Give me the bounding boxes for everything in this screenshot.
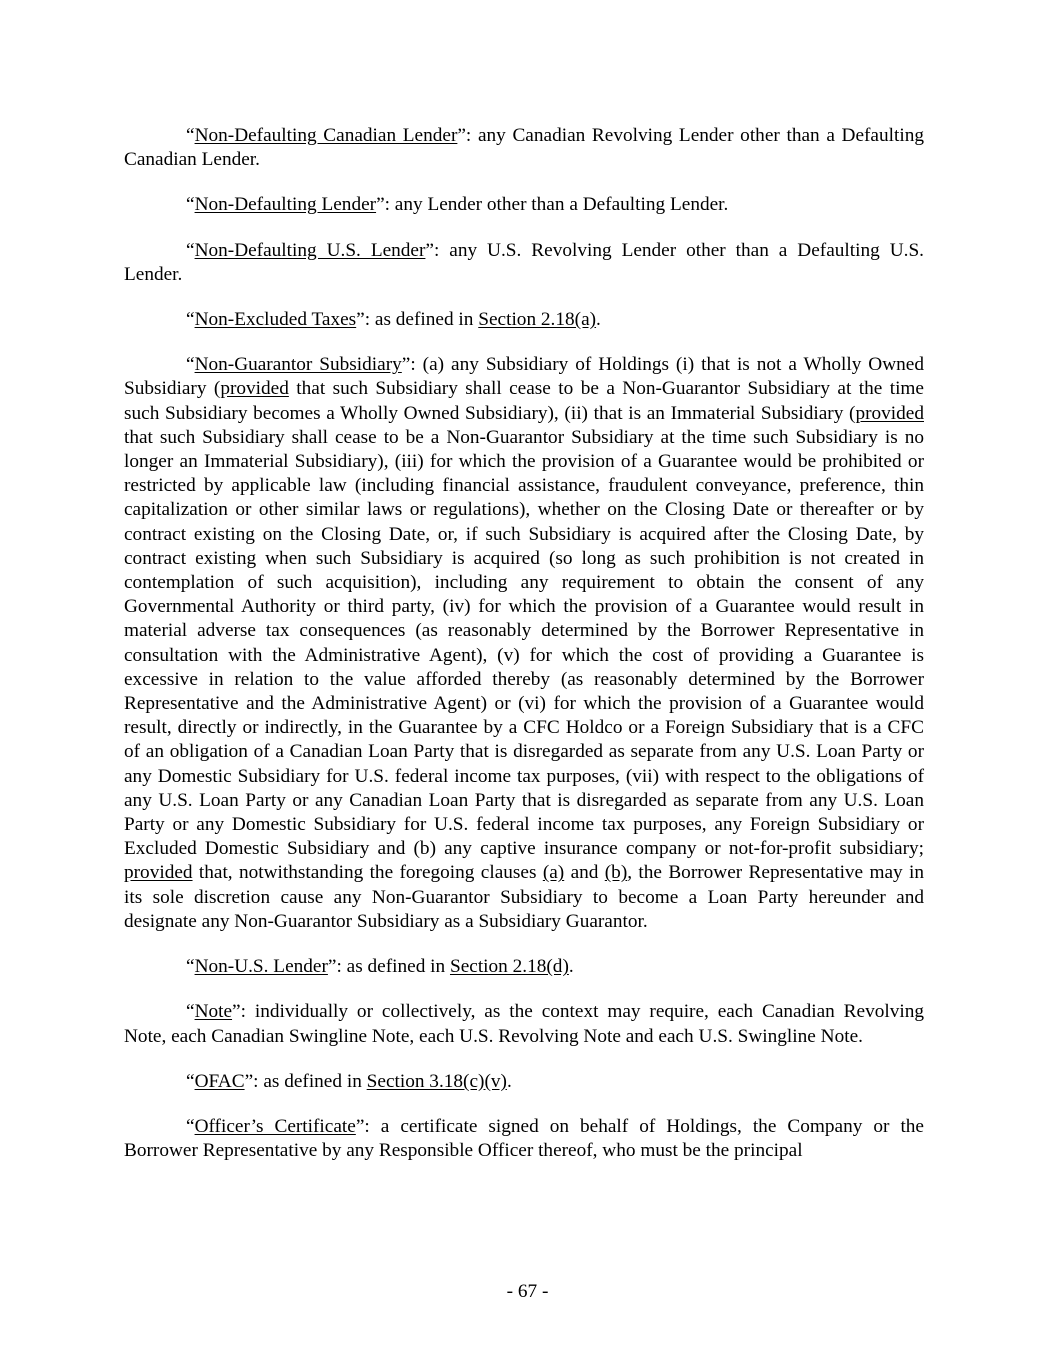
open-quote: “ — [186, 354, 195, 376]
definition-text: ”: a certificate signed on behalf of Holdings, the Company or the Borrower Representative by any Responsible Officer thereof, who must be the principal — [124, 1115, 924, 1162]
defined-term: Non-Guarantor Subsidiary — [194, 354, 402, 376]
open-quote: “ — [186, 239, 195, 261]
section-reference: Section 3.18(c)(v) — [366, 1070, 507, 1092]
open-quote: “ — [186, 1001, 195, 1023]
definition-text: . — [596, 309, 601, 331]
definition-text: . — [568, 956, 574, 978]
definition-non-guarantor-subsidiary — [124, 353, 924, 934]
underlined-word: provided — [220, 378, 289, 400]
page-number: - 67 - — [506, 1281, 549, 1302]
document-body — [124, 124, 924, 1184]
defined-term: OFAC — [194, 1070, 245, 1092]
definition-text: ”: as defined in — [244, 1070, 367, 1092]
defined-term: Non-Defaulting Canadian Lender — [194, 125, 458, 146]
defined-term: Non-Excluded Taxes — [194, 309, 357, 331]
defined-term: Note — [194, 1001, 233, 1023]
definition-text: ”: individually or collectively, as the context may require, each Canadian Revolving Note, each Canadian Swingline Note, each U.S. Revolving Note and each U.S. Swingline Note. — [124, 1001, 924, 1047]
definition-text: ”: any Lender other than a Defaulting Lender. — [376, 194, 729, 216]
open-quote: “ — [186, 125, 195, 146]
definition-text: . — [506, 1070, 512, 1092]
section-reference: Section 2.18(d) — [449, 956, 569, 978]
definition-non-defaulting-canadian-lender — [124, 124, 924, 172]
open-quote: “ — [186, 1115, 195, 1137]
definition-ofac — [124, 1070, 924, 1094]
underlined-word: provided — [855, 402, 924, 424]
open-quote: “ — [186, 309, 195, 331]
defined-term: Non-Defaulting U.S. Lender — [194, 239, 426, 261]
definition-text: ”: as defined in — [327, 956, 450, 978]
definition-non-us-lender — [124, 955, 924, 979]
definition-text: that, notwithstanding the foregoing clauses — [192, 862, 543, 884]
definition-text: ”: as defined in — [356, 309, 479, 331]
open-quote: “ — [186, 956, 195, 978]
definition-non-defaulting-us-lender — [124, 239, 924, 287]
definition-text: and — [564, 862, 605, 884]
defined-term: Non-U.S. Lender — [194, 956, 328, 978]
defined-term: Non-Defaulting Lender — [194, 194, 377, 216]
definition-text: ”: (a) any Subsidiary of Holdings (i) that is not a Wholly Owned Subsidiary ( — [124, 354, 924, 400]
definition-text: , the Borrower Representative may in its sole discretion cause any Non-Guarantor Subsidiary to become a Loan Party hereunder and designate any Non-Guarantor Subsidiary as a Subsidiary Guarantor. — [124, 862, 925, 932]
open-quote: “ — [186, 194, 195, 216]
definition-officers-certificate — [124, 1115, 924, 1163]
definition-text: that such Subsidiary shall cease to be a Non-Guarantor Subsidiary at the time such Subsidiary is no longer an Immaterial Subsidiary), (iii) for which the provision of a Guarantee would be prohibited or restricted by applicable law (including financial assistance, fraudulent conveyance, preference, thin capitalization or other similar laws or regulations), whether on the Closing Date or thereafter or by contract existing on the Closing Date, or, if such Subsidiary is acquired after the Closing Date, by contract existing when such Subsidiary is acquired (so long as such prohibition is not created in contemplation of such acquisition), including any requirement to obtain the consent of any Governmental Authority or third party, (iv) for which the provision of a Guarantee would result in material adverse tax consequences (as reasonably determined by the Borrower Representative in consultation with the Administrative Agent), (v) for which the cost of providing a Guarantee is excessive in relation to the value afforded thereby (as reasonably determined by the Borrower Representative and the Administrative Agent) or (vi) for which the provision of a Guarantee would result, directly or indirectly, in the Guarantee by a CFC Holdco or a Foreign Subsidiary that is a CFC of an obligation of a Canadian Loan Party that is disregarded as separate from any U.S. Loan Party or any Domestic Subsidiary for U.S. federal income tax purposes, (vii) with respect to the obligations of any U.S. Loan Party or any Canadian Loan Party that is disregarded as separate from any U.S. Loan Party or any Domestic Subsidiary for U.S. federal income tax purposes, any Foreign Subsidiary or Excluded Domestic Subsidiary and (b) any captive insurance company or not-for-profit subsidiary; — [124, 426, 924, 860]
definition-non-defaulting-lender — [124, 193, 924, 217]
clause-reference: (b) — [604, 862, 628, 884]
definition-non-excluded-taxes — [124, 308, 924, 332]
clause-reference: (a) — [542, 862, 565, 884]
defined-term: Officer’s Certificate — [194, 1115, 356, 1137]
section-reference: Section 2.18(a) — [478, 309, 597, 331]
open-quote: “ — [186, 1070, 195, 1092]
definition-note — [124, 1000, 924, 1048]
definition-text: ”: any U.S. Revolving Lender other than a Defaulting U.S. Lender. — [124, 239, 924, 285]
definition-text: that such Subsidiary shall cease to be a Non-Guarantor Subsidiary at the time such Subsidiary becomes a Wholly Owned Subsidiary), (ii) that is an Immaterial Subsidiary ( — [124, 378, 924, 424]
underlined-word: provided — [124, 862, 193, 884]
definition-text: ”: any Canadian Revolving Lender other than a Defaulting Canadian Lender. — [124, 125, 924, 171]
